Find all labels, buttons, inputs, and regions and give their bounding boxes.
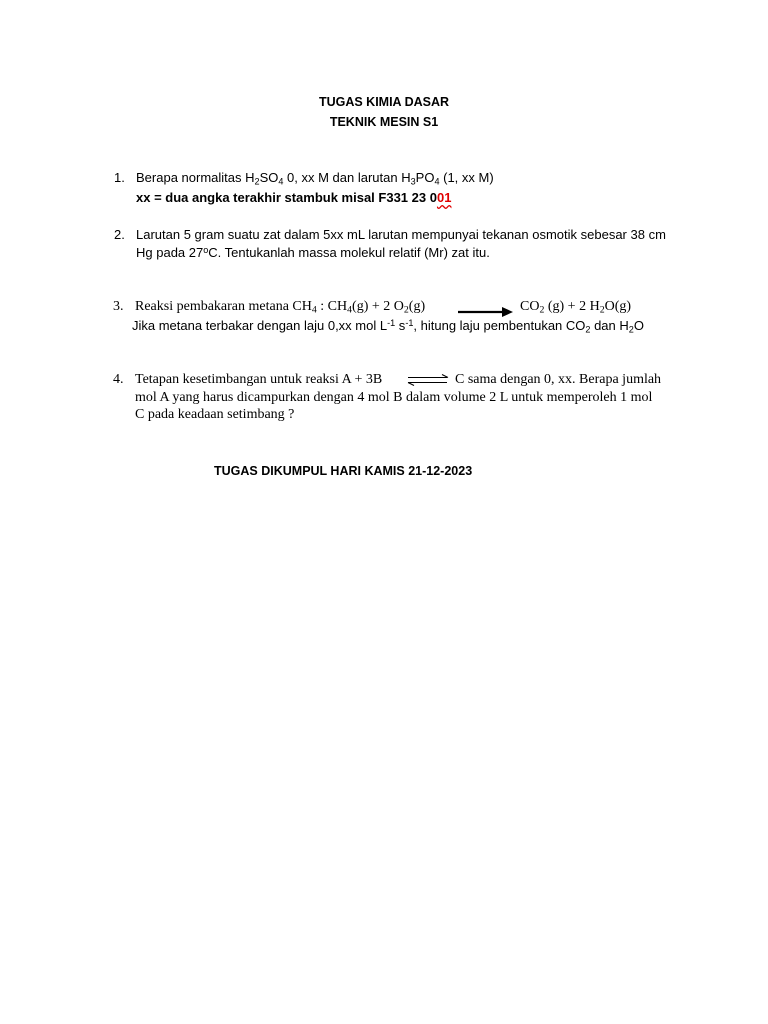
question-2-line-1: Larutan 5 gram suatu zat dalam 5xx mL larutan mempunyai tekanan osmotik sebesar 38 cm bbox=[136, 227, 666, 242]
question-3-number: 3. bbox=[113, 299, 124, 314]
question-1-number: 1. bbox=[114, 170, 125, 185]
question-3-equation-products: $CO_2$ (g) + 2 $H_2O(g)$ bbox=[520, 299, 632, 316]
question-2-line-2: Hg pada 27$^o$C. Tentukanlah massa molekul relatif (Mr) zat itu. bbox=[136, 244, 490, 260]
question-4-number: 4. bbox=[113, 372, 124, 387]
question-4-line-1b: C sama dengan 0, xx. Berapa jumlah bbox=[455, 372, 662, 387]
document-subtitle: TEKNIK MESIN S1 bbox=[329, 115, 439, 129]
question-3-line-2: Jika metana terbakar dengan laju 0,xx mol $L^{-1}$ $s^{-1}$, hitung laju pembentukan $CO_2$ dan $H_2O$ bbox=[132, 317, 644, 335]
question-1-note: xx = dua angka terakhir stambuk misal F331 23 001 bbox=[136, 190, 452, 205]
equilibrium-arrows-icon bbox=[407, 374, 449, 386]
reaction-arrow-icon bbox=[458, 306, 514, 318]
question-2-number: 2. bbox=[114, 227, 125, 242]
question-4-line-3: C pada keadaan setimbang ? bbox=[135, 407, 295, 422]
question-1-text: Berapa normalitas $H_2SO_4$ 0, xx M dan larutan $H_3PO_4$ (1, xx M) bbox=[136, 170, 494, 187]
document-title: TUGAS KIMIA DASAR bbox=[318, 95, 450, 109]
question-3-equation-reactants: Reaksi pembakaran metana $CH_4$ : $CH_4(g) + 2$ $O_2(g)$ bbox=[135, 299, 426, 316]
highlighted-digits: 01 bbox=[436, 190, 452, 205]
question-4-line-1a: Tetapan kesetimbangan untuk reaksi A + 3B bbox=[135, 372, 383, 387]
deadline-note: TUGAS DIKUMPUL HARI KAMIS 21-12-2023 bbox=[214, 464, 473, 478]
question-4-line-2: mol A yang harus dicampurkan dengan 4 mol B dalam volume 2 L untuk memperoleh 1 mol bbox=[135, 390, 653, 405]
